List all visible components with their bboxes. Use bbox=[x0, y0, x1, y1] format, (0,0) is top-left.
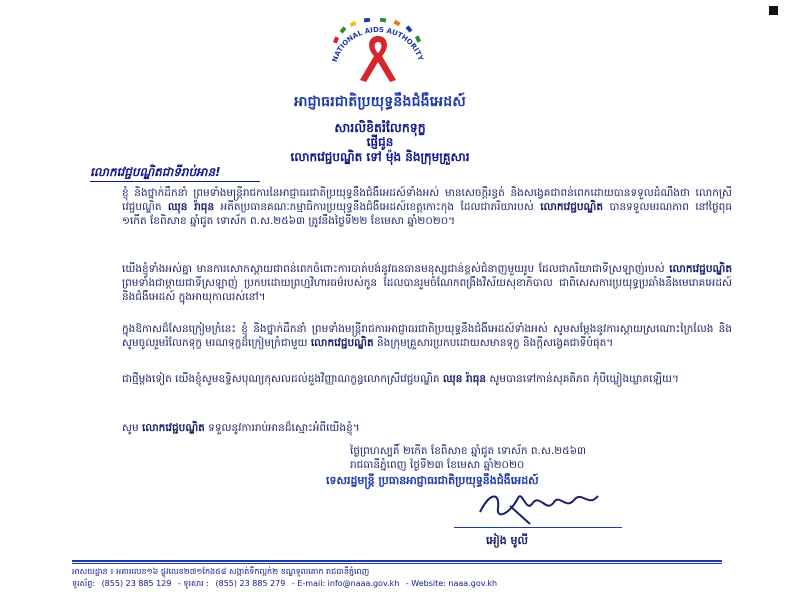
spouse-reference: លោកវេជ្ជបណ្ឌិត bbox=[142, 422, 205, 434]
signer-name: អៀង មូលី bbox=[486, 534, 529, 547]
deceased-name: ឈុន រ៉ាធុន bbox=[442, 373, 487, 385]
website-link[interactable]: - Website: naaa.gov.kh bbox=[405, 579, 498, 588]
fax-label: - ទូរសារ : bbox=[177, 579, 209, 588]
footer-divider-thin bbox=[72, 563, 722, 564]
letter-recipient: លោកវេជ្ជបណ្ឌិត ទៅ ម៉ុង និងក្រុមគ្រួសារ bbox=[290, 150, 470, 164]
paragraph-4: ជាថ្មីម្តងទៀត យើងខ្ញុំសូមឧទ្ទិសបុណ្យកុសលដល់ដួងវិញ្ញាណក្ខន្ធលោកស្រីវេជ្ជបណ្ឌិត ឈុន រ៉ាធុន សូមបានទៅកាន់សុគតិភព កុំបីឃ្លៀងឃ្លាតឡើយ។ bbox=[122, 373, 679, 385]
fax-number: (855) 23 885 279 bbox=[215, 579, 286, 588]
date-lunar: ថ្ងៃព្រហស្បតិ៍ ២កើត ខែពិសាខ ឆ្នាំជូត ទោស័ក ព.ស.២៥៦៣ bbox=[350, 445, 586, 457]
footer-divider bbox=[72, 560, 722, 562]
salutation-underline bbox=[90, 181, 260, 182]
signature bbox=[470, 484, 630, 530]
email-link[interactable]: - E-mail: info@naaa.gov.kh bbox=[291, 579, 400, 588]
footer-contacts bbox=[72, 578, 712, 590]
spouse-reference: លោកវេជ្ជបណ្ឌិត bbox=[669, 263, 732, 275]
deceased-name: ឈុន រ៉ាធុន bbox=[167, 201, 215, 214]
letter-addressed-to: ផ្ញើជូន bbox=[366, 135, 394, 149]
corner-mark bbox=[769, 6, 778, 15]
paragraph-5: សូម លោកវេជ្ជបណ្ឌិត ទទួលនូវការរាប់អានដ៏ស្មោះអំពីយើងខ្ញុំ។ bbox=[122, 422, 360, 434]
letter-title: សារលិខិតរំលែកទុក្ខ bbox=[334, 120, 426, 135]
letter-title-block bbox=[150, 120, 610, 165]
red-ribbon-icon bbox=[360, 36, 396, 82]
paragraph-1: ខ្ញុំ និងថ្នាក់ដឹកនាំ ព្រមទាំងមន្ត្រីរាជការនៃអាជ្ញាធរជាតិប្រយុទ្ធនឹងជំងឺអេដស៍ទាំងអស់ មានសេចក្តីរន្ធត់ និងសង្វេគជាពន់ពេកដោយបានទទួលដំណឹងថា លោកស្រីវេជ្ជបណ្ឌិត ឈុន រ៉ាធុន អតីតប្រធានគណៈកម្មាធិការប្រយុទ្ធនឹងជំងឺអេដស៍ខេត្តកោះកុង ដែលជាភរិយារបស់ លោកវេជ្ជបណ្ឌិត បានទទួលមរណភាព នៅថ្ងៃពុធ ១កើត ខែពិសាខ ឆ្នាំជូត ទោស័ក ព.ស.២៥៦៣ ត្រូវនឹងថ្ងៃទី២២ ខែមេសា ឆ្នាំ២០២០។ bbox=[122, 187, 732, 228]
signature-line bbox=[454, 527, 622, 528]
spouse-reference: លោកវេជ្ជបណ្ឌិត bbox=[540, 201, 604, 214]
paragraph-3: ក្នុងឱកាសដ៏សែនក្រៀមក្រំនេះ ខ្ញុំ និងថ្នាក់ដឹកនាំ ព្រមទាំងមន្ត្រីរាជការអាជ្ញាធរជាតិប្រយុទ្ធនឹងជំងឺអេដស៍ទាំងអស់ សូមសម្តែងនូវការស្តាយស្រណោះក្រៃលែង និងសូមចូលរួមរំលែកទុក្ខ មរណទុក្ខដ៏ក្រៀមក្រំជាមួយ លោកវេជ្ជបណ្ឌិត និងក្រុមគ្រួសារប្រកបដោយសមានទុក្ខ និងក្តីសង្វេគជាទីបំផុត។ bbox=[122, 323, 732, 350]
phone-label: ទូរស័ព្ទ: bbox=[72, 579, 96, 588]
aids-authority-logo bbox=[318, 18, 438, 96]
date-solar: រាជធានីភ្នំពេញ ថ្ងៃទី២៣ ខែមេសា ឆ្នាំ២០២០ bbox=[350, 459, 525, 471]
signer-title: ទេសរដ្ឋមន្ត្រី ប្រធានអាជ្ញាធរជាតិប្រយុទ្ធនឹងជំងឺអេដស៍ bbox=[326, 474, 539, 487]
footer-address: អាសយដ្ឋាន ៖ អគារលេខ១៦ ផ្លូវលេខ២៧១កែង៥៨ សង្កាត់ទឹកល្អក់២ ខណ្ឌទួលគោក រាជធានីភ្នំពេញ bbox=[72, 567, 370, 576]
paragraph-2: យើងខ្ញុំទាំងអស់គ្នា មានការសោកស្តាយជាពន់ពេកចំពោះការបាត់បង់នូវធនធានមនុស្សជាន់ខ្ពស់ជំនាញមួយរូប ដែលជាភរិយាជាទីស្រឡាញ់របស់ លោកវេជ្ជបណ្ឌិត ព្រមទាំងជាម្តាយជាទីស្រឡាញ់ ប្រកបដោយព្រហ្មវិហារធម៌របស់កូន ដែលបានរួមចំណែកពង្រឹងវិស័យសុខាភិបាល ជាពិសេសការប្រយុទ្ធប្រឆាំងនឹងមេរោគអេដស៍ និងជំងឺអេដស៍ ក្នុងអាយុកាលរស់នៅ។ bbox=[122, 263, 732, 304]
spouse-reference: លោកវេជ្ជបណ្ឌិត bbox=[310, 337, 374, 350]
agency-name: អាជ្ញាធរជាតិប្រយុទ្ធនឹងជំងឺអេដស៍ bbox=[294, 94, 466, 110]
logo-ring-text: NATIONAL AIDS AUTHORITY bbox=[330, 25, 425, 64]
phone-number: (855) 23 885 129 bbox=[101, 579, 172, 588]
salutation: លោកវេជ្ជបណ្ឌិតជាទីរាប់អាន! bbox=[90, 165, 221, 179]
